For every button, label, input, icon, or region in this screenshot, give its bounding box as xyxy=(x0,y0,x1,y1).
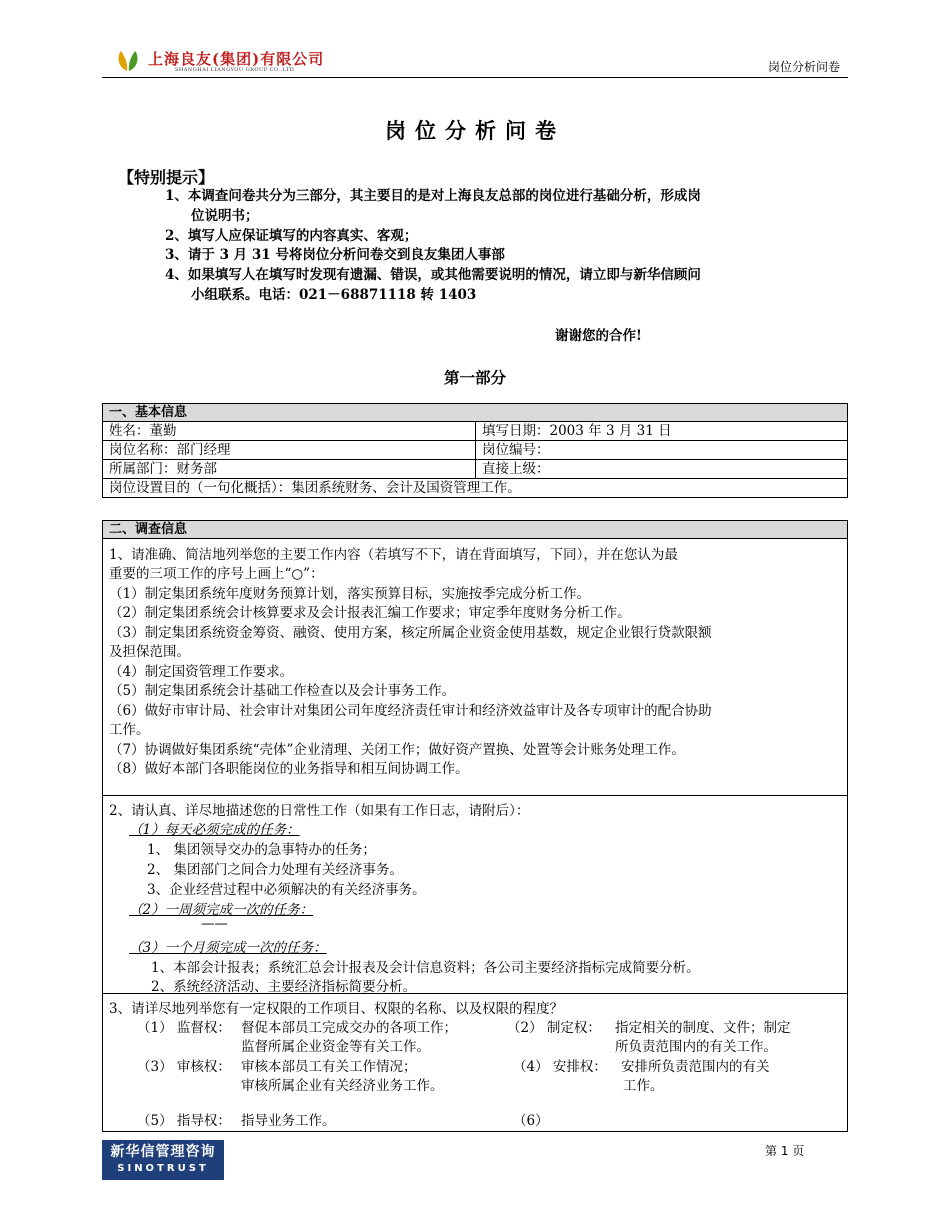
q3-permission-label: （5） 指导权： xyxy=(137,1113,231,1129)
q3-permission-text: 指导业务工作。 xyxy=(241,1113,336,1129)
q3-permission-label: （3） 审核权： xyxy=(137,1059,231,1075)
q1-line: （7）协调做好集团系统“壳体”企业清理、关闭工作；做好资产置换、处置等会计账务处理工作。 xyxy=(109,742,685,758)
name-field: 姓名：董勤 xyxy=(103,422,476,440)
date-field: 填写日期：2003 年 3 月 31 日 xyxy=(482,423,672,439)
q2-weekly-value: —— xyxy=(201,916,228,932)
q3-permission-text: 审核本部员工有关工作情况； xyxy=(241,1059,417,1075)
q3-permission-text: 安排所负责范围内的有关 xyxy=(621,1059,770,1075)
table-row xyxy=(103,479,847,497)
q3-intro: 3、请详尽地列举您有一定权限的工作项目、权限的名称、以及权限的程度？ xyxy=(109,1001,564,1017)
header-doc-title: 岗位分析问卷 xyxy=(767,60,840,74)
superior-field: 直接上级： xyxy=(482,461,550,477)
survey-table xyxy=(102,520,848,1132)
company-name-cn: 上海良友(集团)有限公司 xyxy=(148,50,325,68)
document-title: 岗位分析问卷 xyxy=(385,118,565,143)
question-3-section xyxy=(103,994,847,1131)
q2-monthly-item: 2、系统经济活动、主要经济指标简要分析。 xyxy=(151,979,417,995)
q3-permission-text: 工作。 xyxy=(623,1078,664,1094)
q3-permission-text: 监督所属企业资金等有关工作。 xyxy=(241,1039,430,1055)
q1-line: 1、请准确、简洁地列举您的主要工作内容（若填写不下，请在背面填写，下同），并在您认为最 xyxy=(109,547,678,563)
question-1-section xyxy=(103,539,847,796)
table-row xyxy=(103,441,847,460)
q1-line: （8）做好本部门各职能岗位的业务指导和相互间协调工作。 xyxy=(109,761,469,777)
q1-line: （5）制定集团系统会计基础工作检查以及会计事务工作。 xyxy=(109,683,456,699)
q3-permission-label: （4） 安排权： xyxy=(513,1059,607,1075)
q2-daily-item: 1、 集团领导交办的急事特办的任务； xyxy=(147,842,376,858)
q2-daily-label: （1）每天必须完成的任务： xyxy=(129,822,300,838)
q1-line: 工作。 xyxy=(109,722,150,738)
page-number: 第 1 页 xyxy=(765,1144,805,1158)
q3-permission-text: 所负责范围内的有关工作。 xyxy=(615,1039,777,1055)
header-divider xyxy=(102,77,848,78)
notice-item: 4、如果填写人在填写时发现有遗漏、错误，或其他需要说明的情况，请立即与新华信顾问 xyxy=(165,267,701,283)
question-2-section xyxy=(103,796,847,994)
q1-line: （4）制定国资管理工作要求。 xyxy=(109,664,294,680)
survey-heading: 二、调查信息 xyxy=(103,521,847,539)
q2-daily-item: 3、企业经营过程中必须解决的有关经济事务。 xyxy=(147,882,426,898)
purpose-field: 岗位设置目的（一句化概括）：集团系统财务、会计及国资管理工作。 xyxy=(109,480,521,496)
company-leaf-logo-icon xyxy=(115,47,141,73)
sinotrust-logo xyxy=(102,1140,224,1180)
q3-permission-label: （2） 制定权： xyxy=(507,1020,601,1036)
q3-permission-text: 审核所属企业有关经济业务工作。 xyxy=(241,1078,444,1094)
q1-line: 及担保范围。 xyxy=(109,644,190,660)
q2-intro: 2、请认真、详尽地描述您的日常性工作（如果有工作日志，请附后）： xyxy=(109,803,530,819)
q3-permission-label: （1） 监督权： xyxy=(137,1020,231,1036)
department-field: 所属部门：财务部 xyxy=(103,460,476,478)
table-row xyxy=(103,422,847,441)
q2-monthly-item: 1、本部会计报表；系统汇总会计报表及会计信息资料；各公司主要经济指标完成简要分析。 xyxy=(151,960,700,976)
notice-item: 2、填写人应保证填写的内容真实、客观； xyxy=(165,228,418,244)
q1-line: （3）制定集团系统资金筹资、融资、使用方案，核定所属企业资金使用基数，规定企业银行贷款限额 xyxy=(109,625,712,641)
notice-item: 位说明书； xyxy=(191,208,259,224)
q2-weekly-label: （2）一周须完成一次的任务： xyxy=(129,902,314,918)
q3-permission-text: 督促本部员工完成交办的各项工作； xyxy=(241,1020,457,1036)
part-title: 第一部分 xyxy=(443,369,506,387)
q3-permission-label: （6） xyxy=(513,1113,549,1129)
position-number-field: 岗位编号： xyxy=(482,442,550,458)
footer-logo-en: SINOTRUST xyxy=(117,1163,209,1174)
q3-permission-text: 指定相关的制度、文件；制定 xyxy=(615,1020,791,1036)
notice-item: 3、请于 3 月 31 号将岗位分析问卷交到良友集团人事部 xyxy=(165,247,505,263)
q1-line: （2）制定集团系统会计核算要求及会计报表汇编工作要求；审定季年度财务分析工作。 xyxy=(109,605,631,621)
thanks-text: 谢谢您的合作! xyxy=(555,328,642,344)
basic-info-table xyxy=(102,403,848,498)
notice-item: 小组联系。电话：021－68871118 转 1403 xyxy=(191,287,477,303)
footer-logo-cn: 新华信管理咨询 xyxy=(110,1144,216,1160)
q1-line: 重要的三项工作的序号上画上“○”： xyxy=(109,566,324,582)
q1-line: （1）制定集团系统年度财务预算计划，落实预算目标，实施按季完成分析工作。 xyxy=(109,586,591,602)
notice-heading: 【特别提示】 xyxy=(118,168,215,187)
basic-info-heading: 一、基本信息 xyxy=(103,404,847,422)
company-name-en: SHANGHAI LIANGYOU GROUP CO.,LTD xyxy=(175,67,295,73)
q2-daily-item: 2、 集团部门之间合力处理有关经济事务。 xyxy=(147,862,403,878)
table-row xyxy=(103,460,847,479)
q1-line: （6）做好市审计局、社会审计对集团公司年度经济责任审计和经济效益审计及各专项审计的配合协助 xyxy=(109,703,712,719)
position-name-field: 岗位名称：部门经理 xyxy=(103,441,476,459)
notice-item: 1、本调查问卷共分为三部分，其主要目的是对上海良友总部的岗位进行基础分析，形成岗 xyxy=(165,188,701,204)
q2-monthly-label: （3）一个月须完成一次的任务： xyxy=(129,940,327,956)
